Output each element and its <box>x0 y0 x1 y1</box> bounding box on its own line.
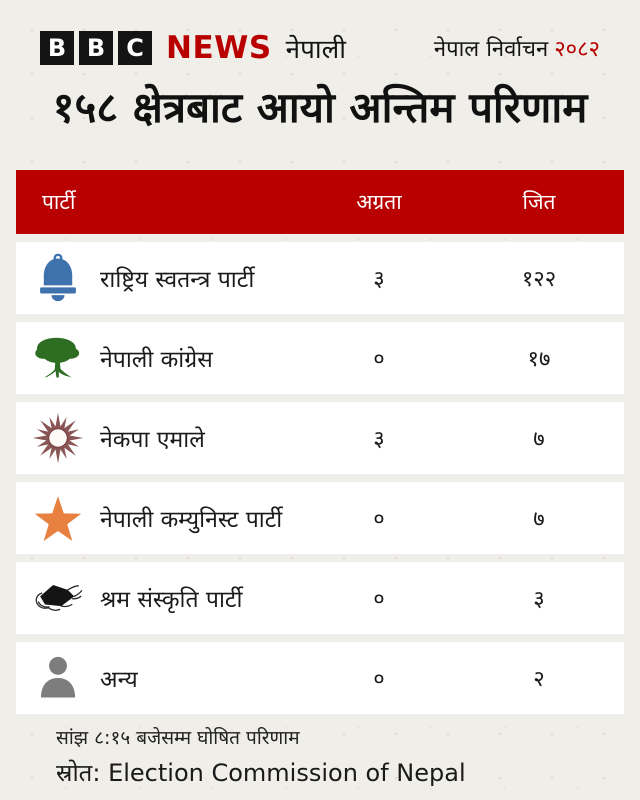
table-row <box>16 322 624 394</box>
leading-count: ० <box>373 347 385 372</box>
bbc-letter-b2: B <box>79 31 113 65</box>
news-wordmark: NEWS <box>166 30 272 66</box>
column-header-party: पार्टी <box>42 190 76 214</box>
footer <box>56 724 466 789</box>
results-table <box>16 170 624 722</box>
table-header <box>16 170 624 234</box>
table-body <box>16 242 624 714</box>
party-name: नेपाली कांग्रेस <box>100 347 213 373</box>
party-name: नेकपा एमाले <box>100 427 205 453</box>
edition-text: नेपाल निर्वाचन <box>433 37 549 62</box>
service-name: नेपाली <box>285 35 346 65</box>
leading-count: ३ <box>373 267 385 292</box>
party-symbol <box>16 652 100 704</box>
source-note: स्रोत: Election Commission of Nepal <box>56 759 466 787</box>
hands-icon <box>32 572 84 624</box>
bell-icon <box>32 252 84 304</box>
party-symbol <box>16 492 100 544</box>
party-name: राष्ट्रिय स्वतन्त्र पार्टी <box>100 267 255 293</box>
leading-count: ० <box>373 667 385 692</box>
won-count: ७ <box>533 507 545 532</box>
column-header-won: जित <box>522 190 556 214</box>
party-symbol <box>16 252 100 304</box>
party-symbol <box>16 412 100 464</box>
bbc-blocks <box>40 31 152 65</box>
table-row <box>16 562 624 634</box>
leading-count: ३ <box>373 427 385 452</box>
bbc-letter-c: C <box>118 31 152 65</box>
page-title: १५८ क्षेत्रबाट आयो अन्तिम परिणाम <box>52 83 588 132</box>
brand-bar <box>0 0 640 66</box>
tree-icon <box>32 332 84 384</box>
party-name: अन्य <box>100 667 138 693</box>
bbc-news-logo <box>40 30 346 66</box>
won-count: ३ <box>533 587 545 612</box>
won-count: १२२ <box>521 267 557 292</box>
edition-label <box>434 33 600 63</box>
table-row <box>16 482 624 554</box>
table-row <box>16 402 624 474</box>
star-icon <box>32 492 84 544</box>
edition-year: २०८२ <box>554 37 600 62</box>
party-symbol <box>16 572 100 624</box>
party-symbol <box>16 332 100 384</box>
sun-icon <box>32 412 84 464</box>
column-header-leading: अग्रता <box>356 190 402 214</box>
leading-count: ० <box>373 587 385 612</box>
results-time-note: सांझ ८:१५ बजेसम्म घोषित परिणाम <box>56 727 300 749</box>
table-row <box>16 242 624 314</box>
person-icon <box>32 652 84 704</box>
leading-count: ० <box>373 507 385 532</box>
party-name: श्रम संस्कृति पार्टी <box>100 587 243 613</box>
won-count: १७ <box>527 347 551 372</box>
party-name: नेपाली कम्युनिस्ट पार्टी <box>100 507 283 533</box>
won-count: २ <box>533 667 545 692</box>
won-count: ७ <box>533 427 545 452</box>
bbc-letter-b1: B <box>40 31 74 65</box>
table-row <box>16 642 624 714</box>
